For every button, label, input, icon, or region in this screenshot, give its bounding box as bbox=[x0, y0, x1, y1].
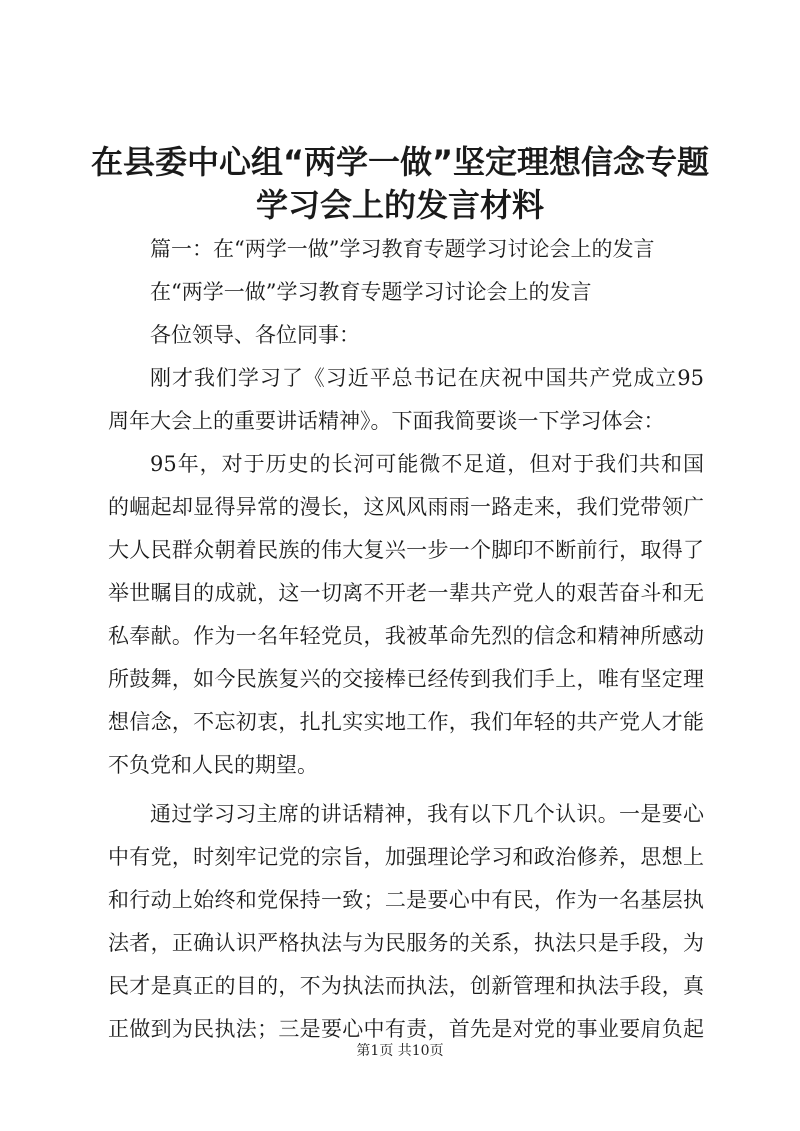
salutation: 各位领导、各位同事： bbox=[150, 323, 360, 347]
paragraph-line: 中有党，时刻牢记党的宗旨，加强理论学习和政治修养，思想上 bbox=[108, 845, 704, 869]
paragraph-line: 通过学习习主席的讲话精神，我有以下几个认识。一是要心 bbox=[150, 802, 704, 826]
paragraph-line: 大人民群众朝着民族的伟大复兴一步一个脚印不断前行，取得了 bbox=[108, 538, 704, 562]
paragraph-line: 法者，正确认识严格执法与为民服务的关系，执法只是手段，为 bbox=[108, 931, 704, 955]
paragraph-line: 95年，对于历史的长河可能微不足道，但对于我们共和国 bbox=[150, 452, 704, 476]
paragraph-line: 周年大会上的重要讲话精神》。下面我简要谈一下学习体会： bbox=[108, 409, 665, 433]
paragraph-line: 想信念，不忘初衷，扎扎实实地工作，我们年轻的共产党人才能 bbox=[108, 710, 704, 734]
paragraph-line: 的崛起却显得异常的漫长，这风风雨雨一路走来，我们党带领广 bbox=[108, 495, 704, 519]
paragraph-line: 和行动上始终和党保持一致；二是要心中有民，作为一名基层执 bbox=[108, 888, 704, 912]
paragraph-line: 刚才我们学习了《习近平总书记在庆祝中国共产党成立95 bbox=[150, 366, 704, 390]
paragraph-line: 民才是真正的目的，不为执法而执法，创新管理和执法手段，真 bbox=[108, 974, 704, 998]
paragraph-line: 不负党和人民的期望。 bbox=[108, 753, 318, 777]
speech-title: 在“两学一做”学习教育专题学习讨论会上的发言 bbox=[150, 280, 592, 304]
paragraph-line: 正做到为民执法；三是要心中有责，首先是对党的事业要肩负起 bbox=[108, 1017, 704, 1041]
document-body bbox=[108, 228, 704, 1051]
paragraph-line: 私奉献。作为一名年轻党员，我被革命先烈的信念和精神所感动 bbox=[108, 624, 704, 648]
document-title-line-2: 学习会上的发言材料 bbox=[255, 186, 544, 224]
page-number-footer: 第1页 共10页 bbox=[356, 1043, 444, 1059]
section-heading: 篇一：在“两学一做”学习教育专题学习讨论会上的发言 bbox=[150, 237, 655, 261]
paragraph-line: 举世瞩目的成就，这一切离不开老一辈共产党人的艰苦奋斗和无 bbox=[108, 581, 704, 605]
paragraph-line: 所鼓舞，如今民族复兴的交接棒已经传到我们手上，唯有坚定理 bbox=[108, 667, 704, 691]
document-title-line-1: 在县委中心组“两学一做”坚定理想信念专题 bbox=[90, 143, 710, 181]
